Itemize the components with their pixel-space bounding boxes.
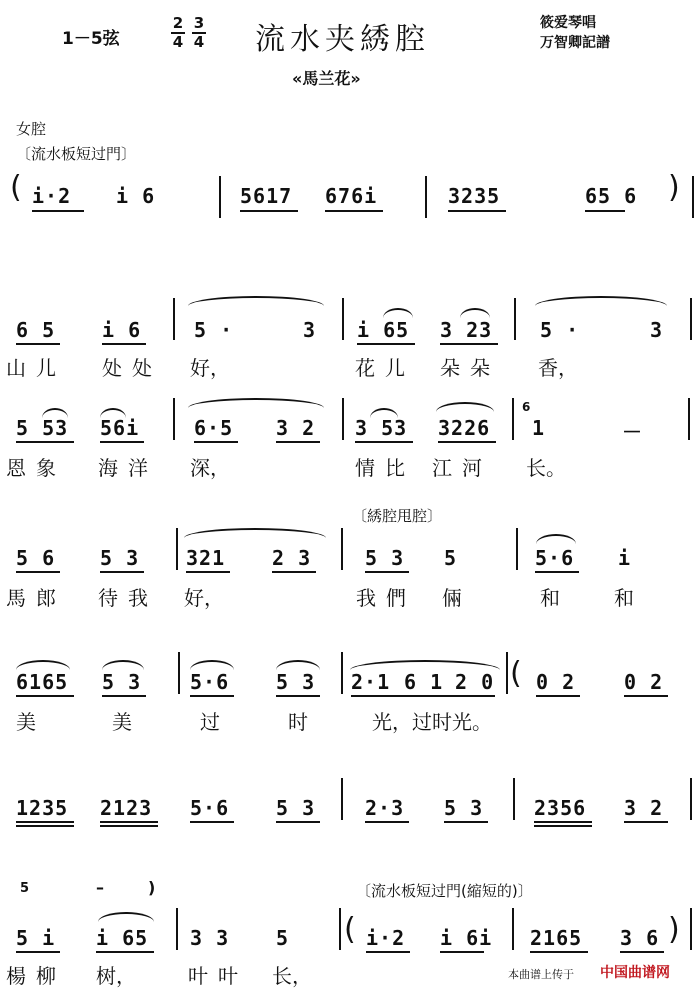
underline xyxy=(366,951,410,953)
underline xyxy=(534,821,592,823)
slur xyxy=(190,660,234,670)
lyric: 好， xyxy=(190,356,230,380)
underline xyxy=(100,441,144,443)
lyric: 美 xyxy=(16,710,36,734)
barline xyxy=(516,528,518,570)
page-title: 流水夹綉腔 xyxy=(255,22,430,57)
barline xyxy=(341,652,343,694)
note-group: 3235 xyxy=(448,184,501,208)
barline xyxy=(512,908,514,950)
underline xyxy=(534,825,592,827)
note-group: 3 6 xyxy=(620,926,660,950)
note-group: 2 0 xyxy=(455,670,495,694)
lyric: 长。 xyxy=(526,456,566,480)
close-paren-small: ) xyxy=(148,878,156,897)
intro-label: 〔流水板短过門〕 xyxy=(16,145,137,163)
lyric: 树， xyxy=(96,964,136,988)
lyric: 香， xyxy=(538,356,578,380)
lyric: 过 xyxy=(200,710,220,734)
underline xyxy=(365,821,409,823)
note-group: i 65 xyxy=(96,926,149,950)
note-group: 3 2 xyxy=(276,416,316,440)
open-paren: ( xyxy=(10,170,22,205)
note-group: 5 i xyxy=(16,926,56,950)
notator-credit: 万智卿記譜 xyxy=(540,35,610,51)
barline xyxy=(173,398,175,440)
underline xyxy=(100,821,158,823)
underline xyxy=(276,695,320,697)
underline xyxy=(351,695,495,697)
lyric: 和 xyxy=(540,586,560,610)
note-group: 5 6 xyxy=(16,546,56,570)
lyric: 花儿 xyxy=(355,356,415,380)
short-intro-label: 〔流水板短过門(縮短的)〕 xyxy=(356,882,533,900)
close-paren: ) xyxy=(668,170,680,205)
note-group: i 65 xyxy=(357,318,410,342)
underline xyxy=(620,951,664,953)
note-group: － xyxy=(622,420,643,444)
note-group: 5 3 xyxy=(100,546,140,570)
note-group: 3 53 xyxy=(355,416,408,440)
barline xyxy=(425,176,427,218)
lyric: 山儿 xyxy=(6,356,66,380)
lyric: 我們 xyxy=(356,586,416,610)
note-group: 5 xyxy=(276,926,290,950)
underline xyxy=(16,343,60,345)
site-logo[interactable]: 中国曲谱网 xyxy=(600,965,670,981)
lyric: 时 xyxy=(288,710,308,734)
underline xyxy=(16,951,60,953)
open-paren: ( xyxy=(510,656,522,691)
string-tuning: 1－5弦 xyxy=(62,29,120,49)
time-signature-1: $\frac{2}{4}$ xyxy=(172,14,184,51)
small-note: 5 xyxy=(20,881,30,896)
note-group: i·2 xyxy=(366,926,406,950)
barline xyxy=(690,298,692,340)
lyric: 馬郎 xyxy=(6,586,66,610)
underline xyxy=(585,210,625,212)
underline xyxy=(530,951,588,953)
underline xyxy=(16,441,74,443)
barline xyxy=(506,652,508,694)
barline xyxy=(178,652,180,694)
underline xyxy=(100,825,158,827)
note-group: 3 23 xyxy=(440,318,493,342)
note-group: i 6 xyxy=(116,184,156,208)
underline xyxy=(16,695,74,697)
lyric: 好， xyxy=(184,586,224,610)
underline xyxy=(190,821,234,823)
underline xyxy=(357,343,415,345)
note-group: 3 xyxy=(650,318,664,342)
note-group: 3226 xyxy=(438,416,491,440)
slur xyxy=(383,308,413,318)
subtitle: «馬兰花» xyxy=(292,69,361,88)
note-group: 5·6 xyxy=(190,670,230,694)
singer-credit: 筱爱琴唱 xyxy=(540,15,596,31)
underline xyxy=(624,695,668,697)
slur xyxy=(184,528,326,538)
note-group: 3 2 xyxy=(624,796,664,820)
grace-note: 6 xyxy=(522,400,531,414)
underline xyxy=(96,951,154,953)
slur xyxy=(535,296,667,306)
note-group: 2165 xyxy=(530,926,583,950)
note-group: 0 2 xyxy=(624,670,664,694)
lyric: 光，过时光。 xyxy=(372,710,492,734)
lyric: 倆 xyxy=(442,586,462,610)
barline xyxy=(692,176,694,218)
note-group: 2 3 xyxy=(272,546,312,570)
note-group: i xyxy=(618,546,632,570)
note-group: 1 xyxy=(532,416,546,440)
note-group: 5 · xyxy=(540,318,580,342)
note-group: 6165 xyxy=(16,670,69,694)
note-group: 6 1 xyxy=(404,670,444,694)
note-group: 65 6 xyxy=(585,184,638,208)
underline xyxy=(186,571,230,573)
barline xyxy=(688,398,690,440)
lyric: 长， xyxy=(272,964,312,988)
note-group: i·2 xyxy=(32,184,72,208)
note-group: 5 3 xyxy=(365,546,405,570)
open-paren: ( xyxy=(344,912,356,947)
lyric: 和 xyxy=(614,586,634,610)
lyric: 待我 xyxy=(98,586,158,610)
underline xyxy=(272,571,316,573)
underline xyxy=(325,210,383,212)
lyric: 处处 xyxy=(102,356,162,380)
underline xyxy=(16,821,74,823)
underline xyxy=(100,571,144,573)
underline xyxy=(624,821,668,823)
barline xyxy=(341,778,343,820)
note-group: 6·5 xyxy=(194,416,234,440)
barline xyxy=(512,398,514,440)
underline xyxy=(16,571,60,573)
underline xyxy=(365,571,409,573)
note-group: 5 xyxy=(444,546,458,570)
lyric: 恩象 xyxy=(6,456,66,480)
note-group: 2·3 xyxy=(365,796,405,820)
underline xyxy=(355,441,413,443)
barline xyxy=(690,778,692,820)
time-signature-2: $\frac{3}{4}$ xyxy=(193,14,205,51)
underline xyxy=(102,695,146,697)
note-group: 6 5 xyxy=(16,318,56,342)
underline xyxy=(240,210,298,212)
dash: – xyxy=(96,878,104,897)
note-group: 321 xyxy=(186,546,226,570)
note-group: 5 3 xyxy=(276,670,316,694)
lyric: 情比 xyxy=(355,456,415,480)
slur xyxy=(102,660,144,670)
slur xyxy=(188,296,324,306)
slur xyxy=(436,402,494,412)
note-group: 5 3 xyxy=(444,796,484,820)
barline xyxy=(514,298,516,340)
close-paren: ) xyxy=(668,912,680,947)
barline xyxy=(339,908,341,950)
slur xyxy=(98,912,154,922)
underline xyxy=(16,825,74,827)
barline xyxy=(690,908,692,950)
note-group: 5·6 xyxy=(190,796,230,820)
note-group: i 6 xyxy=(102,318,142,342)
lyric: 朵朵 xyxy=(440,356,500,380)
note-group: 5617 xyxy=(240,184,293,208)
note-group: 0 2 xyxy=(536,670,576,694)
note-group: 3 3 xyxy=(190,926,230,950)
note-group: 5·6 xyxy=(535,546,575,570)
upload-note: 本曲谱上传于 xyxy=(508,968,574,981)
note-group: 5 3 xyxy=(276,796,316,820)
slur xyxy=(350,660,500,670)
underline xyxy=(190,695,234,697)
lyric: 叶叶 xyxy=(188,964,248,988)
barline xyxy=(176,528,178,570)
note-group: 5 · xyxy=(194,318,234,342)
underline xyxy=(536,695,580,697)
slur xyxy=(536,534,576,544)
underline xyxy=(444,821,488,823)
note-group: i 6i xyxy=(440,926,493,950)
role-label: 女腔 xyxy=(16,120,47,138)
barline xyxy=(513,778,515,820)
lyric: 美 xyxy=(112,710,132,734)
underline xyxy=(438,441,496,443)
barline xyxy=(342,398,344,440)
note-group: 1235 xyxy=(16,796,69,820)
note-group: 2123 xyxy=(100,796,153,820)
underline xyxy=(102,343,146,345)
underline xyxy=(276,441,320,443)
barline xyxy=(173,298,175,340)
underline xyxy=(535,571,579,573)
note-group: 2·1 xyxy=(351,670,391,694)
note-group: 56i xyxy=(100,416,140,440)
barline xyxy=(176,908,178,950)
note-group: 2356 xyxy=(534,796,587,820)
barline xyxy=(341,528,343,570)
barline xyxy=(342,298,344,340)
note-group: 3 xyxy=(303,318,317,342)
slur xyxy=(16,660,70,670)
slur xyxy=(460,308,490,318)
lyric: 海洋 xyxy=(98,456,158,480)
slur xyxy=(276,660,320,670)
lyric: 深， xyxy=(190,456,230,480)
underline xyxy=(448,210,506,212)
note-group: 676i xyxy=(325,184,378,208)
slur xyxy=(188,398,324,408)
underline xyxy=(440,343,498,345)
note-group: 5 53 xyxy=(16,416,69,440)
flourish-label: 〔綉腔甩腔〕 xyxy=(352,507,443,525)
underline xyxy=(32,210,84,212)
barline xyxy=(219,176,221,218)
note-group: 5 3 xyxy=(102,670,142,694)
underline xyxy=(276,821,320,823)
lyric: 楊柳 xyxy=(6,964,66,988)
underline xyxy=(440,951,484,953)
lyric: 江河 xyxy=(432,456,492,480)
underline xyxy=(194,441,238,443)
